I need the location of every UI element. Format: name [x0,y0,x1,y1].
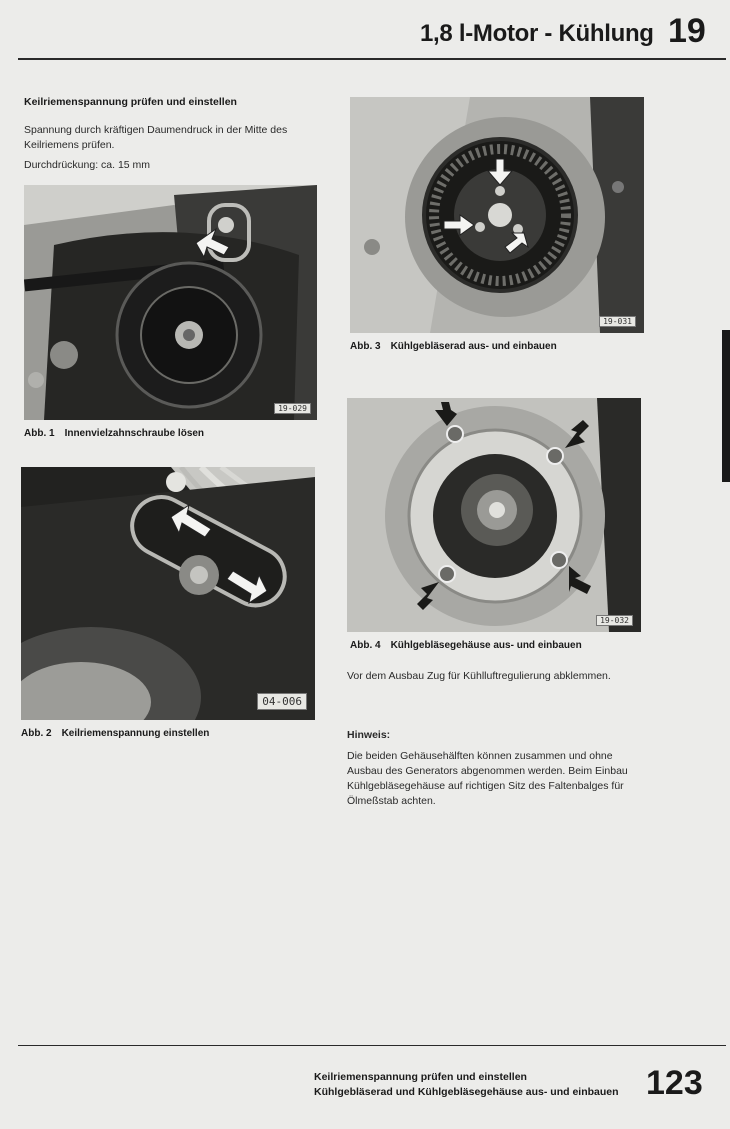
instruction-paragraph: Spannung durch kräftigen Daumendruck in der Mitte des Keilriemens prüfen. [24,124,288,151]
section-heading: Keilriemenspannung prüfen und einstellen [24,96,237,108]
figure-3-id: 19-031 [599,316,636,327]
figure-4-number: Abb. 4 [350,640,381,651]
figure-1-photo [24,185,317,420]
figure-4-photo [347,398,641,632]
footer-topic-2: Kühlgebläserad und Kühlgebläsegehäuse aus- und einbauen [314,1086,619,1098]
figure-4-caption [350,640,582,651]
footer-rule [18,1045,726,1046]
footer-topics [314,1070,619,1100]
header-rule [18,58,726,60]
removal-instruction: Vor dem Ausbau Zug für Kühlluftregulierung abklemmen. [347,670,611,682]
thumb-index-tab [722,330,730,482]
deflection-spec: Durchdrückung: ca. 15 mm [24,159,151,171]
figure-3-caption [350,341,557,352]
figure-2-photo [21,467,315,720]
note-heading: Hinweis: [347,729,391,741]
chapter-title: 1,8 l-Motor - Kühlung [420,20,654,47]
footer-topic-1: Keilriemenspannung prüfen und einstellen [314,1071,527,1083]
note-text: Die beiden Gehäusehälften können zusammen und ohne Ausbau des Generators abgenommen werden. Beim Einbau Kühlgebläsegehäuse auf richtigen Sitz des Faltenbalges für Ölmeßstab achten. [347,750,628,807]
figure-3-caption-text: Kühlgebläserad aus- und einbauen [390,341,557,352]
figure-4-id: 19-032 [596,615,633,626]
figure-1-caption [24,428,204,439]
figure-2-caption-text: Keilriemenspannung einstellen [61,728,210,739]
figure-2-number: Abb. 2 [21,728,52,739]
figure-2-id: 04-006 [257,693,307,710]
figure-3-photo [350,97,644,333]
figure-1-number: Abb. 1 [24,428,55,439]
figure-1-id: 19-029 [274,403,311,414]
figure-4-caption-text: Kühlgebläsegehäuse aus- und einbauen [390,640,582,651]
chapter-number: 19 [668,12,706,50]
page-number: 123 [646,1064,703,1102]
figure-3-number: Abb. 3 [350,341,381,352]
figure-2-caption [21,728,209,739]
figure-1-caption-text: Innenvielzahnschraube lösen [64,428,205,439]
